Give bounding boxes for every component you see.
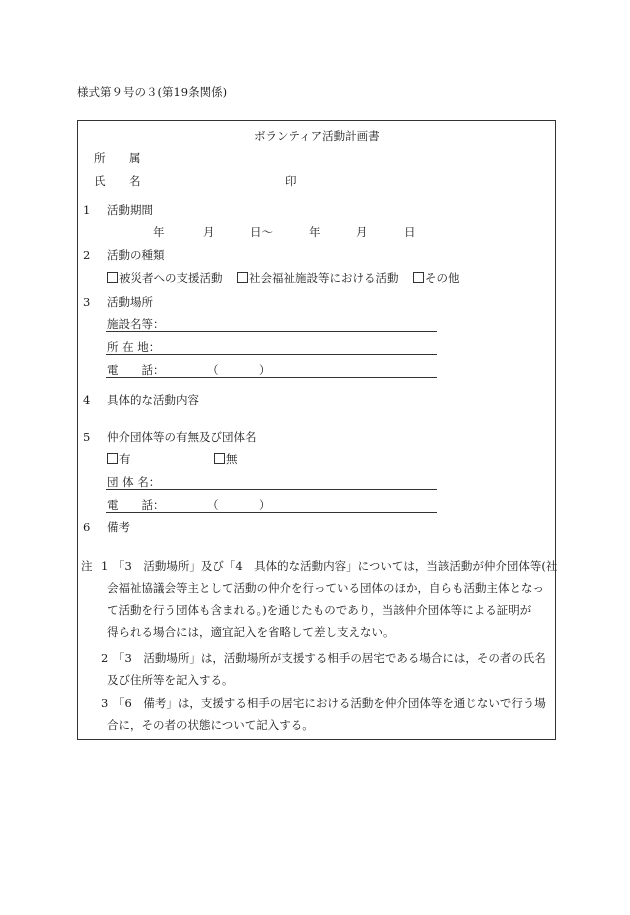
s5-group-label: 団 体 名：	[107, 475, 161, 489]
s5-phone-label: 電 話：	[107, 498, 165, 512]
note-3-number: 3	[101, 696, 109, 710]
s3-phone-paren-open: （	[207, 363, 219, 377]
checkbox-icon[interactable]	[214, 453, 225, 464]
notes-label: 注	[81, 559, 93, 573]
s1-number: 1	[83, 203, 91, 217]
s5-option-yes[interactable]	[107, 452, 131, 466]
note-3-line: 合に，その者の状態について記入する。	[107, 718, 314, 732]
s1-month-start: 月	[203, 225, 215, 239]
s5-group-line[interactable]	[106, 489, 437, 490]
s1-day-start: 日〜	[250, 225, 273, 239]
checkbox-icon[interactable]	[107, 272, 118, 283]
s4-title: 具体的な活動内容	[107, 393, 199, 407]
form-number: 様式第９号の３(第19条関係)	[77, 85, 228, 99]
s3-phone-paren-close: ）	[259, 363, 271, 377]
note-3-text	[107, 692, 546, 736]
s3-facility-line[interactable]	[106, 331, 437, 332]
s1-year-end: 年	[309, 225, 321, 239]
note-1-line: て活動を行う団体も含まれる。)を通じたものであり，当該仲介団体等による証明が	[107, 603, 532, 617]
s3-address-label: 所 在 地：	[107, 340, 161, 354]
s5-phone-line[interactable]	[106, 512, 437, 513]
s5-option-no[interactable]	[214, 452, 238, 466]
note-1-text	[107, 555, 558, 643]
s1-year-start: 年	[153, 225, 165, 239]
note-2-text	[107, 647, 546, 691]
form-title: ボランティア活動計画書	[254, 129, 380, 143]
s5-option-yes-label: 有	[119, 452, 131, 466]
s1-month-end: 月	[356, 225, 368, 239]
checkbox-icon[interactable]	[413, 272, 424, 283]
s1-title: 活動期間	[107, 203, 153, 217]
s2-option-disaster[interactable]	[107, 271, 223, 285]
s4-number: 4	[83, 393, 91, 407]
s2-option-welfare[interactable]	[237, 271, 399, 285]
note-1-line: 会福祉協議会等主として活動の仲介を行っている団体のほか，自らも活動主体となっ	[107, 581, 544, 595]
name-label-a: 氏	[94, 174, 106, 188]
s2-option-other-label: その他	[425, 271, 460, 285]
note-2-line: 「3 活動場所」は，活動場所が支援する相手の居宅である場合には，その者の氏名	[113, 651, 546, 665]
note-1-line: 「3 活動場所」及び「4 具体的な活動内容」については，当該活動が仲介団体等(社	[113, 559, 558, 573]
s6-number: 6	[83, 520, 91, 534]
s1-day-end: 日	[404, 225, 416, 239]
s5-title: 仲介団体等の有無及び団体名	[107, 430, 257, 444]
affiliation-label-a: 所	[94, 151, 106, 165]
s3-phone-line[interactable]	[106, 377, 437, 378]
name-label-b: 名	[129, 174, 141, 188]
s5-phone-paren-close: ）	[259, 498, 271, 512]
s3-title: 活動場所	[107, 295, 153, 309]
checkbox-icon[interactable]	[107, 453, 118, 464]
s5-number: 5	[83, 430, 91, 444]
s3-number: 3	[83, 295, 91, 309]
seal-mark: 印	[285, 174, 297, 188]
note-3-line: 「6 備考」は，支援する相手の居宅における活動を仲介団体等を通じないで行う場	[113, 696, 546, 710]
checkbox-icon[interactable]	[237, 272, 248, 283]
s5-phone-paren-open: （	[207, 498, 219, 512]
s2-title: 活動の種類	[107, 248, 165, 262]
s5-option-no-label: 無	[226, 452, 238, 466]
note-1-number: 1	[101, 559, 109, 573]
s3-phone-label: 電 話：	[107, 363, 165, 377]
note-1-line: 得られる場合には，適宜記入を省略して差し支えない。	[107, 625, 395, 639]
s6-title: 備考	[107, 520, 130, 534]
s2-option-welfare-label: 社会福祉施設等における活動	[249, 271, 399, 285]
s2-option-disaster-label: 被災者への支援活動	[119, 271, 223, 285]
s2-option-other[interactable]	[413, 271, 460, 285]
note-2-line: 及び住所等を記入する。	[107, 673, 234, 687]
note-2-number: 2	[101, 651, 109, 665]
affiliation-label-b: 属	[129, 151, 141, 165]
s2-number: 2	[83, 248, 91, 262]
s3-address-line[interactable]	[106, 354, 437, 355]
s3-facility-label: 施設名等：	[107, 317, 165, 331]
